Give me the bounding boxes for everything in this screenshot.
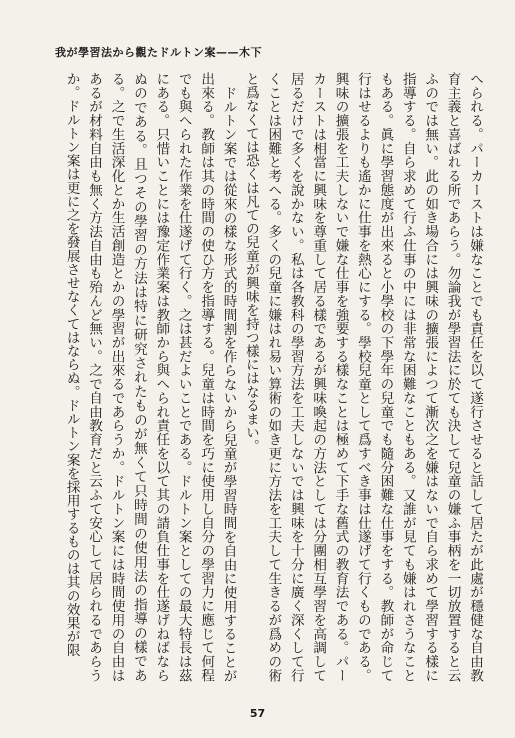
page-number: 57: [249, 707, 266, 720]
body-text: [38, 72, 486, 682]
running-head: 我が學習法から觀たドルトン案——木下: [55, 46, 262, 59]
paragraph: ドルトン案では從來の樣な形式的時間割を作らないから兒童が學習時間を自由に使用することが出來る。教師は其の時間の使ひ方を指導する。兒童は時間を巧に使用し自分の學習力に應じて何程でも與へられた作業を仕遂げて行く。之は甚だよいことである。ドルトン案としての最大特長は茲にある。只惜いことには豫定作業案は教師から與へられ責任を以て其の請負仕事を仕遂げねばならぬのである。且つその學習の方法は特に研究されたものが無くて只時間の使用法の指導の樣である。之で生活深化とか生活創造とかの學習が出來るであらうか。ドルトン案には時間使用の自由はあるが材料自由も無く方法自由も殆んど無い。之で自由教育だと云ふて安心して居られるであらうか。ドルトン案は更に之を發展させなくてはならぬ。ドルトン案を採用するものは其の效果が限: [63, 72, 237, 682]
paragraph: へられる。パーカーストは嫌なことでも責任を以て遂行させると話して居たが此處が穩健な自由教育主義と喜ばれる所であらう。勿論我が學習法に於ても決して兒童の嫌ふ事柄を一切放置すると云ふのでは無い。此の如き場合には興味の擴張によつて漸次之を嫌はないで自ら求めて學習する樣に指導する。自ら求めて行ふ仕事の中には非常な困難なこともある。又誰が見ても嫌はれさうなこともある。眞に學習態度が出來ると小學校の下學年の兒童でも隨分困難な仕事をする。教師が命じて行はせるよりも遙かに仕事を熱心にする。學校兒童として爲すべき事は仕遂げて行くものである。興味の擴張を工夫しないで嫌な仕事を強要する樣なことは極めて下手な舊式の教育法である。パーカーストは相當に興味を尊重して居る樣であるが興味喚起の方法としては分團相互學習を高調して居るだけで多くを說かない。私は各教科の學習方法を工夫しないでは興味を十分に廣く深くして行くことは困難と考へる。多くの兒童に嫌はれ易い算術の如き更に方法を工夫して生きるが爲めの術と爲なくては恐くは凡ての兒童が興味を持つ樣にはなるまい。: [242, 72, 483, 682]
